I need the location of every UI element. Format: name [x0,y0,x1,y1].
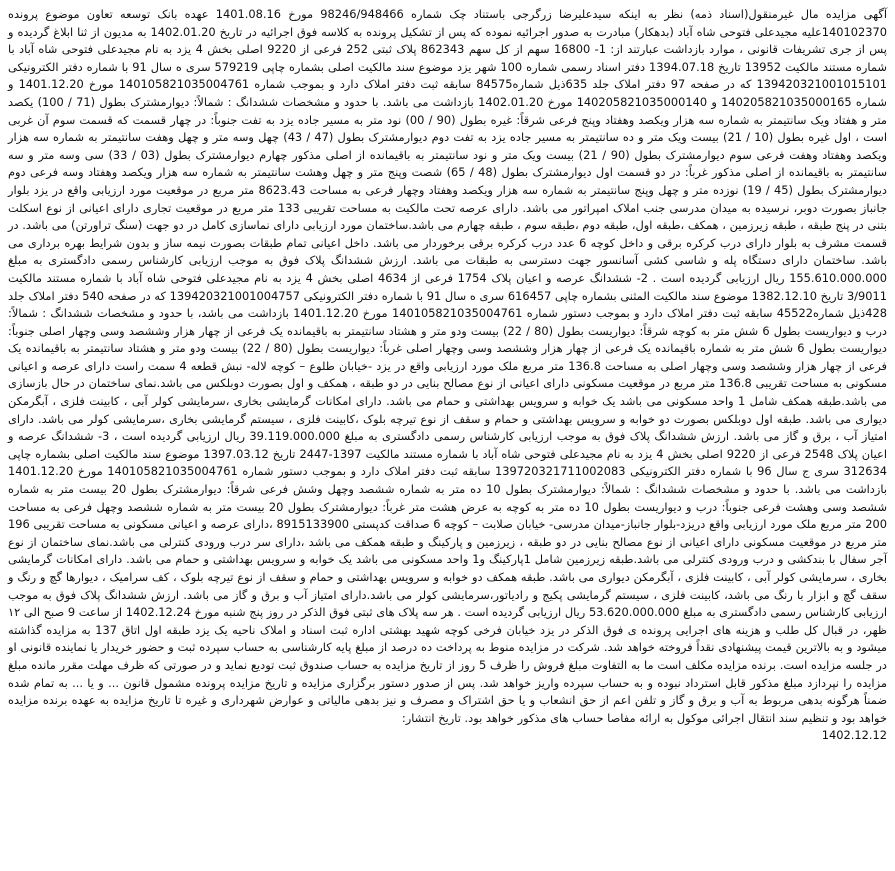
publish-date: 1402.12.12 [821,728,887,743]
notice-body-text: آگهی مزایده مال غیرمنقول(اسناد ذمه) نظر به اینکه سیدعلیرضا زرگرجی باستناد چک شماره 98246/948466 مورخ 1401.08.16 عهده بانک توسعه تعاون موضوع پرونده 140102370علیه مجیدعلی فتوحی شاه آباد (بدهکار) مبادرت به صدور اجرائیه نموده که پس از تشکیل پرونده به کلاسه فوق اجرائیه در تاریخ 1402.01.20 به مدیون از ثنا ابلاغ گردیده و پس از جری تشریفات قانونی ، موارد بازداشت عبارتند از: 1- 16800 سهم از کل سهم 862343 پلاک ثبتی 252 فرعی از 9220 اصلی بخش 4 یزد به نام مجیدعلی فتوحی شاه آباد با شماره مستند مالکیت 13952 تاریخ 1394.07.18 دفتر اسناد رسمی شماره 100 شهر یزد موضوع سند مالکیت اصلی بشماره چاپی 579219 سری ه سال 91 با شماره دفتر الکترونیکی 139420321001015101 که در صفحه 97 دفتر املاک جلد 635ذیل شماره84575 سابقه ثبت دفتر املاک دارد و بموجب شماره 140105821035004761 مورخ 1401.12.20 و شماره 140205821035000165 و 140205821035000140 مورخ 1402.01.20 بازداشت می باشد. با حدود و مشخصات ششدانگ : شمالاً: دیوارمشترک بطول (71 / 100) یکصد متر و هفتاد ویک سانتیمتر به شماره سه هزار ویکصد وهفتاد وپنج فرعی شرقاً: غیره بطول (90 / 00) نود متر به مسیر جاده یزد به تفت جنوباً: در چهار قسمت که قسمت سوم آن غربی است ، اول غیره بطول (10 / 21) بیست ویک متر و ده سانتیمتر به مسیر جاده یزد به تفت دوم دیوارمشترک بطول (47 / 43) چهل وسه متر و چهل وهفت سانتیمتر به شماره سه هزار ویکصد وهفتاد وهفت فرعی سوم دیوارمشترک بطول (90 / 21) بیست ویک متر و نود سانتیمتر به باقیمانده از اصلی مذکور چهارم دیوارمشترک بطول (03 / 33) سی وسه متر و سه سانتیمتر به باقیمانده از اصلی مذکور غرباً: در دو قسمت اول دیوارمشترک بطول (48 / 65) شصت وپنج متر و چهل وهشت سانتیمتر به شماره سه هزار ویکصد وهفتاد وسه فرعی دوم دیوارمشترک بطول (45 / 19) نوزده متر و چهل وپنج سانتیمتر به شماره سه هزار ویکصد وهفتاد وچهار فرعی به مساحت 8623.43 متر مربع در موقعیت مورد ارزیابی واقع در یزد بلوار جانباز بصورت دوبر، نرسیده به میدان مدرسی جنب املاک امپراتور می باشد. دارای عرصه تحت مالکیت به مساحت تقریبی 133 متر مربع در موقعیت تجاری دارای اعیانی از نوع اسکلت بتنی در پنج طبقه ، طبقه زیرزمین ، همکف ،طبقه اول، طبقه دوم ،طبقه سوم ، طبقه چهارم می باشد.ساختمان مورد ارزیابی دارای نماسازی کامل در دو جهت (سنگ تراورتن) می باشد. در قسمت مشرف به بلوار دارای درب کرکره برقی و داخل کوچه 6 عدد درب کرکره برقی برخوردار می باشد. داخل اعیانی تمام طبقات بصورت نیمه ساز و بدون شرایط بهره برداری می باشد. ساختمان دارای دستگاه پله و شاسی کشی آسانسور جهت دسترسی به طبقات می باشد. ارزش ششدانگ پلاک فوق به موجب ارزیابی کارشناس رسمی دادگستری به مبلغ 155.610.000.000 ریال ارزیابی گردیده است . 2- ششدانگ عرصه و اعیان پلاک 1754 فرعی از 4634 اصلی بخش 4 یزد به نام مجیدعلی فتوحی شاه آباد با شماره مستند مالکیت 3/9011 تاریخ 1382.12.10 موضوع سند مالکیت المثنی بشماره چاپی 616457 سری ه سال 91 با شماره دفتر الکترونیکی 139420321001004757 که در صفحه 540 دفتر املاک جلد 428ذیل شماره45522 سابقه ثبت دفتر املاک دارد و بموجب دستور شماره 140105821035004761 مورخ 1401.12.20 بازداشت می باشد، با حدود و مشخصات ششدانگ : شمالاً: درب و دیواریست بطول 6 شش متر به کوچه شرقاً: دیواریست بطول (80 / 22) بیست ودو متر و هشتاد سانتیمتر به باقیمانده یک فرعی از چهار هزار وششصد وسی وچهار اصلی جنوباً: دیواریست بطول 6 شش متر به شماره باقیمانده یک فرعی از چهار هزار وششصد وسی وچهار اصلی غرباً: دیواریست بطول (80 / 22) بیست ودو متر و هشتاد سانتیمتر به باقیمانده یک فرعی از چهار هزار وششصد وسی وچهار اصلی به مساحت 136.8 متر مربع ملک مورد ارزیابی واقع در یزد -خیابان طلوع – کوچه لاله- نبش قطعه 4 سمت راست دارای عرصه و اعیانی مسکونی به مساحت تقریبی 136.8 متر مربع در موقعیت مسکونی دارای اعیانی از نوع مصالح بنایی در دو طبقه ، همکف و اول بصورت دوبلکس می باشد.نمای ساختمان در حال بازسازی می باشد.طبقه همکف شامل 1 واحد مسکونی می باشد یک خوابه و سرویس بهداشتی و حمام می باشد. دارای امکانات گرمایشی بخاری ،سرمایشی کولر آبی ، کابینت فلزی ، آبگرمکن دیواری می باشد. طبقه اول دوبلکس بصورت دو خوابه و سرویس بهداشتی و حمام و سقف از نوع تیرچه بلوک ،کابینت فلزی ، سیستم گرمایشی بخاری ،سرمایشی کولر می باشد. دارای امتیاز آب ، برق و گاز می باشد. ارزش ششدانگ پلاک فوق به موجب ارزیابی کارشناس رسمی دادگستری به مبلغ 39.119.000.000 ریال ارزیابی گردیده است ، 3- ششدانگ عرصه و اعیان پلاک 2548 فرعی از 9220 اصلی بخش 4 یزد به نام مجیدعلی فتوحی شاه آباد با شماره مستند مالکیت 1397-2447 تاریخ 1397.03.12 موضوع سند مالکیت اصلی بشماره چاپی 312634 سری ج سال 96 با شماره دفتر الکترونیکی 139720321711002083 سابقه ثبت دفتر املاک دارد و بموجب دستور شماره 140105821035004761 مورخ 1401.12.20 بازداشت می باشد. با حدود و مشخصات ششدانگ : شمالاً: دیوارمشترک بطول 10 ده متر به شماره ششصد وچهل وشش فرعی شرقاً: دیوارمشترک بطول 20 بیست متر به شماره ششصد وسی وهشت فرعی جنوباً: درب و دیواریست بطول 10 ده متر به کوچه به عرض هشت متر غرباً: دیوارمشترک بطول 20 بیست متر به شماره ششصد وچهل فرعی به مساحت 200 متر مربع ملک مورد ارزیابی واقع دریزد-بلوار جانباز-میدان مدرسی- خیابان صلابت – کوچه 6 صداقت کدپستی 8915133900 ،دارای عرصه و اعیانی مسکونی به مساحت تقریبی 196 متر مربع در موقعیت مسکونی دارای اعیانی از نوع مصالح بنایی در دو طبقه ، زیرزمین و پارکینگ و طبقه همکف می باشد ،دارای سر درب ورودی کنترلی می باشد.نمای ساختمان از نوع آجر سفال با بندکشی و درب ورودی کنترلی می باشد.طبقه زیرزمین شامل 1پارکینگ و1 واحد مسکونی می باشد یک خوابه و سرویس بهداشتی و حمام می باشد. دارای امکانات گرمایشی بخاری ، سرمایشی کولر آبی ، کابینت فلزی ، آبگرمکن دیواری می باشد. طبقه همکف دو خوابه و سرویس بهداشتی و حمام و سقف از نوع تیرچه بلوک ، کف سرامیک ، دیوارها گچ و رنگ و سقف گچ و ابزار با رنگ می باشد، کابینت فلزی ، سیستم گرمایشی پکیج و رادیاتور،سرمایشی کولر می باشد.دارای امتیاز آب و برق و گاز می باشد. ارزش ششدانگ پلاک فوق به موجب ارزیابی کارشناس رسمی دادگستری به مبلغ 53.620.000.000 ریال ارزیابی گردیده است . هر سه پلاک های ثبتی فوق الذکر در روز پنج شنبه مورخ 1402.12.24 از ساعت 9 صبح الی ۱۲ ظهر، در قبال کل طلب و هزینه های اجرایی پرونده ی فوق الذکر در یزد خیابان فرخی کوچه شهید بهشتی اداره ثبت اسناد و املاک ناحیه یک یزد طبقه اول اتاق 137 به مزایده گذاشته میشود و به بالاترین قیمت پیشنهادی نقداً فروخته خواهد شد. شرکت در مزایده منوط به پرداخت ده درصد از مبلغ پایه کارشناسی به حساب سپرده ثبت و حضور خریدار یا نماینده قانونی او در جلسه مزایده است. برنده مزایده مکلف است ما به التفاوت مبلغ فروش را ظرف 5 روز از تاریخ مزایده به حساب صندوق ثبت تودیع نماید و در صورتی که ظرف مهلت مقرر مانده مبلغ مزایده را نپردازد مبلغ مذکور قابل استرداد نبوده و به حساب سپرده واریز خواهد شد. پس از صدور دستور برگزاری مزایده و تاریخ مزایده پرونده مشمول قانون ... و یا ... به تمام شده ضمناً هرگونه بدهی مربوط به آب و برق و گاز و تلفن اعم از حق انشعاب و یا حق اشتراک و مصرف و نیز بدهی مالیاتی و عوارض شهرداری و غیره تا تاریخ مزایده به عهده برنده مزایده خواهد بود و تنظیم سند انتقال اجرائی موکول به ارائه مفاصا حساب های مذکور خواهد بود. تاریخ انتشار: [8,7,888,725]
